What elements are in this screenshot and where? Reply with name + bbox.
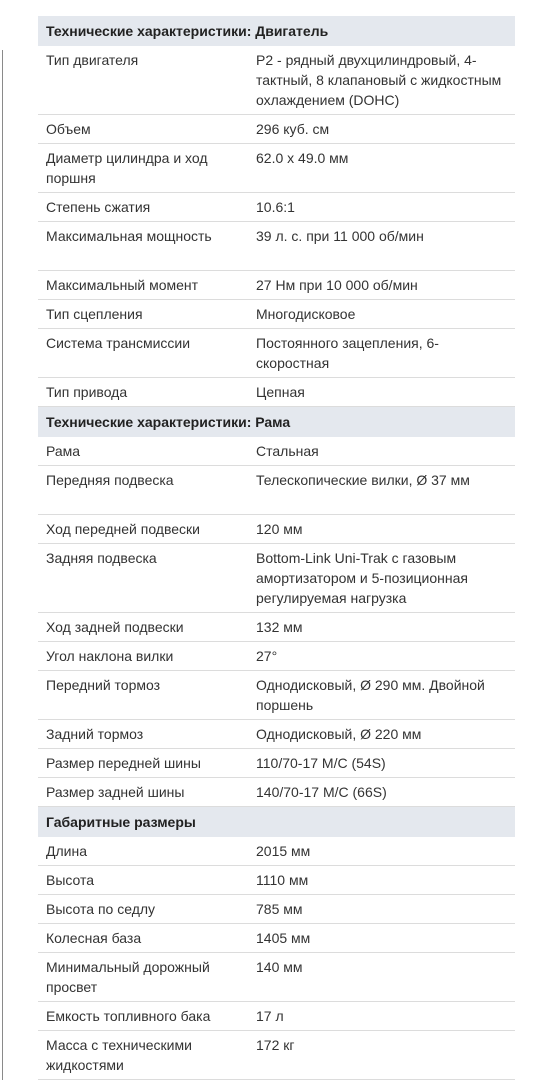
spec-value: 140 мм (248, 953, 515, 1002)
spec-label: Задняя подвеска (38, 544, 248, 613)
table-row (38, 46, 515, 115)
spec-label: Минимальный дорожный просвет (38, 953, 248, 1002)
spec-value: Цепная (248, 378, 515, 407)
table-row (38, 1031, 515, 1080)
table-row (38, 222, 515, 271)
spec-value: Однодисковый, Ø 290 мм. Двойной поршень (248, 671, 515, 720)
spec-label: Диаметр цилиндра и ход поршня (38, 144, 248, 193)
table-row (38, 466, 515, 515)
spec-value: 39 л. с. при 11 000 об/мин (248, 222, 515, 271)
spec-label: Объем (38, 115, 248, 144)
spec-label: Рама (38, 437, 248, 466)
table-row (38, 953, 515, 1002)
spec-label: Высота по седлу (38, 895, 248, 924)
table-row (38, 778, 515, 807)
spec-label: Система трансмиссии (38, 329, 248, 378)
section-header-dimensions (38, 807, 515, 838)
spec-value: Постоянного зацепления, 6-скоростная (248, 329, 515, 378)
table-row (38, 329, 515, 378)
table-row (38, 749, 515, 778)
spec-value: 296 куб. см (248, 115, 515, 144)
spec-value: 2015 мм (248, 837, 515, 866)
spec-value: Bottom-Link Uni-Trak с газовым амортизатором и 5-позиционная регулируемая нагрузка (248, 544, 515, 613)
left-divider-line (2, 50, 3, 1080)
spec-value: 110/70-17 M/C (54S) (248, 749, 515, 778)
table-row (38, 895, 515, 924)
spec-label: Высота (38, 866, 248, 895)
table-row (38, 144, 515, 193)
spec-label: Передняя подвеска (38, 466, 248, 515)
spec-value: 1405 мм (248, 924, 515, 953)
table-row (38, 924, 515, 953)
spec-value: 132 мм (248, 613, 515, 642)
spec-label: Задний тормоз (38, 720, 248, 749)
table-row (38, 613, 515, 642)
spec-value: 27° (248, 642, 515, 671)
spec-label: Ход передней подвески (38, 515, 248, 544)
spec-value: 172 кг (248, 1031, 515, 1080)
spec-label: Размер передней шины (38, 749, 248, 778)
section-header-frame (38, 407, 515, 438)
table-row (38, 193, 515, 222)
spec-value: 120 мм (248, 515, 515, 544)
spec-value: Телескопические вилки, Ø 37 мм (248, 466, 515, 515)
spec-value: 27 Нм при 10 000 об/мин (248, 271, 515, 300)
table-row (38, 671, 515, 720)
table-row (38, 378, 515, 407)
specifications-table (38, 16, 515, 1080)
spec-value: 10.6:1 (248, 193, 515, 222)
spec-value: P2 - рядный двухцилиндровый, 4-тактный, 8 клапановый с жидкостным охлаждением (DOHC) (248, 46, 515, 115)
table-row (38, 300, 515, 329)
table-row (38, 437, 515, 466)
section-title: Технические характеристики: Рама (38, 407, 515, 438)
table-row (38, 1002, 515, 1031)
spec-label: Тип привода (38, 378, 248, 407)
spec-label: Ход задней подвески (38, 613, 248, 642)
spec-label: Тип двигателя (38, 46, 248, 115)
spec-value: 17 л (248, 1002, 515, 1031)
spec-label: Длина (38, 837, 248, 866)
spec-value: 785 мм (248, 895, 515, 924)
spec-label: Емкость топливного бака (38, 1002, 248, 1031)
table-row (38, 271, 515, 300)
spec-label: Тип сцепления (38, 300, 248, 329)
section-title: Габаритные размеры (38, 807, 515, 838)
table-row (38, 720, 515, 749)
table-row (38, 642, 515, 671)
table-row (38, 837, 515, 866)
spec-label: Степень сжатия (38, 193, 248, 222)
spec-value: 140/70-17 M/C (66S) (248, 778, 515, 807)
spec-label: Максимальный момент (38, 271, 248, 300)
spec-label: Колесная база (38, 924, 248, 953)
spec-value: Однодисковый, Ø 220 мм (248, 720, 515, 749)
spec-value: 1110 мм (248, 866, 515, 895)
spec-label: Передний тормоз (38, 671, 248, 720)
spec-value: Многодисковое (248, 300, 515, 329)
section-title: Технические характеристики: Двигатель (38, 16, 515, 46)
table-row (38, 544, 515, 613)
spec-label: Размер задней шины (38, 778, 248, 807)
spec-label: Масса с техническими жидкостями (38, 1031, 248, 1080)
table-row (38, 115, 515, 144)
table-row (38, 866, 515, 895)
table-row (38, 515, 515, 544)
spec-label: Угол наклона вилки (38, 642, 248, 671)
spec-value: Стальная (248, 437, 515, 466)
spec-value: 62.0 x 49.0 мм (248, 144, 515, 193)
spec-label: Максимальная мощность (38, 222, 248, 271)
section-header-engine (38, 16, 515, 46)
